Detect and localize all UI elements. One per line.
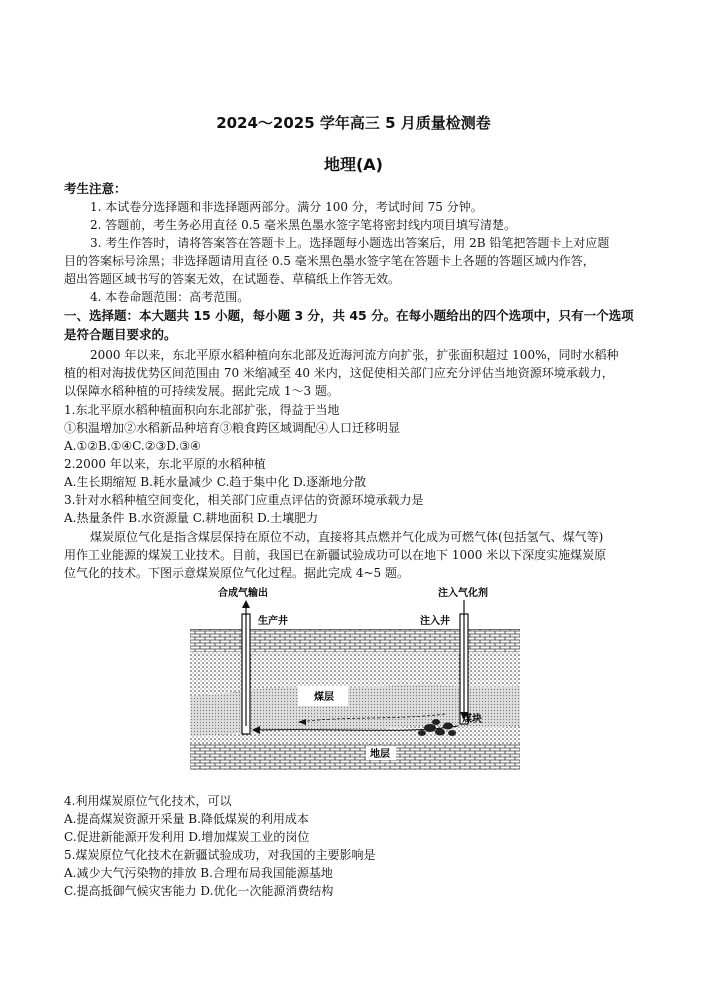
passage-text: 以保障水稻种植的可持续发展。据此完成 1～3 题。 [64,384,339,398]
question-options: A.①②B.①④C.②③D.③④ [64,439,201,453]
question-options: A.提高煤炭资源开采量 B.降低煤炭的利用成本 [64,812,309,826]
label-output: 合成气输出 [218,588,268,599]
notice-item: 2. 答题前，考生务必用直径 0.5 毫米黑色墨水签字笔将密封线内项目填写清楚。 [90,218,516,232]
section-heading: 是符合题目要求的。 [64,327,177,342]
question-options: C.促进新能源开发利用 D.增加煤炭工业的岗位 [64,830,310,844]
upper-stratum [190,630,520,652]
question-options: ①积温增加②水稻新品种培育③粮食跨区域调配④人口迁移明显 [64,421,401,435]
question-text: 5.煤炭原位气化技术在新疆试验成功，对我国的主要影响是 [64,848,376,862]
notice-item: 3. 考生作答时，请将答案答在答题卡上。选择题每小题选出答案后，用 2B 铅笔把答题卡上对应题 [90,236,610,250]
exam-title: 2024～2025 学年高三 5 月质量检测卷 [216,114,491,132]
question-options: A.减少大气污染物的排放 B.合理布局我国能源基地 [64,866,333,880]
question-options: A.生长期缩短 B.耗水量减少 C.趋于集中化 D.逐渐地分散 [64,475,367,489]
output-arrowhead [242,600,250,608]
notice-item: 目的答案标号涂黑；非选择题请用直径 0.5 毫米黑色墨水签字笔在答题卡上各题的答题区域内作答， [64,254,595,268]
question-text: 3.针对水稻种植空间变化，相关部门应重点评估的资源环境承载力是 [64,493,424,507]
notice-item: 超出答题区域书写的答案无效，在试题卷、草稿纸上作答无效。 [64,272,401,286]
notice-item: 1. 本试卷分选择题和非选择题两部分。满分 100 分，考试时间 75 分钟。 [90,200,483,214]
label-coal-block: 煤块 [462,714,482,725]
passage-text: 煤炭原位气化是指含煤层保持在原位不动，直接将其点燃并气化成为可燃气体(包括氢气、煤气等) [90,530,604,544]
label-agent: 注入气化剂 [438,588,488,599]
exam-subject: 地理(A) [323,155,383,174]
passage-text: 位气化的技术。下图示意煤炭原位气化过程。据此完成 4~5 题。 [64,566,409,580]
passage-text: 用作工业能源的煤炭工业技术。目前，我国已在新疆试验成功可以在地下 1000 米以下深度实施煤炭原 [64,548,607,562]
question-text: 1.东北平原水稻种植面积向东北部扩张，得益于当地 [64,403,340,417]
question-text: 2.2000 年以来，东北平原的水稻种植 [64,457,266,471]
question-options: A.热量条件 B.水资源量 C.耕地面积 D.土壤肥力 [64,511,319,525]
base-stratum [190,744,520,770]
passage-text: 植的相对海拔优势区间范围由 70 米缩减至 40 米内，这促使相关部门应充分评估当地资源环境承载力， [64,366,614,380]
label-injection-well: 注入井 [420,616,450,627]
notice-heading: 考生注意： [64,181,127,196]
label-production-well: 生产井 [258,616,288,627]
label-stratum: 地层 [370,749,390,760]
passage-text: 2000 年以来，东北平原水稻种植向东北部及近海河流方向扩张，扩张面积超过 100%，同时水稻种 [90,348,619,362]
label-coal-seam: 煤层 [314,692,334,703]
notice-item: 4. 本卷命题范围：高考范围。 [90,290,250,304]
question-options: C.提高抵御气候灾害能力 D.优化一次能源消费结构 [64,884,334,898]
question-text: 4.利用煤炭原位气化技术，可以 [64,794,232,808]
coal-gasification-figure [190,586,520,770]
section-heading: 一、选择题：本大题共 15 小题，每小题 3 分，共 45 分。在每小题给出的四个选项中，只有一个选项 [64,308,634,323]
